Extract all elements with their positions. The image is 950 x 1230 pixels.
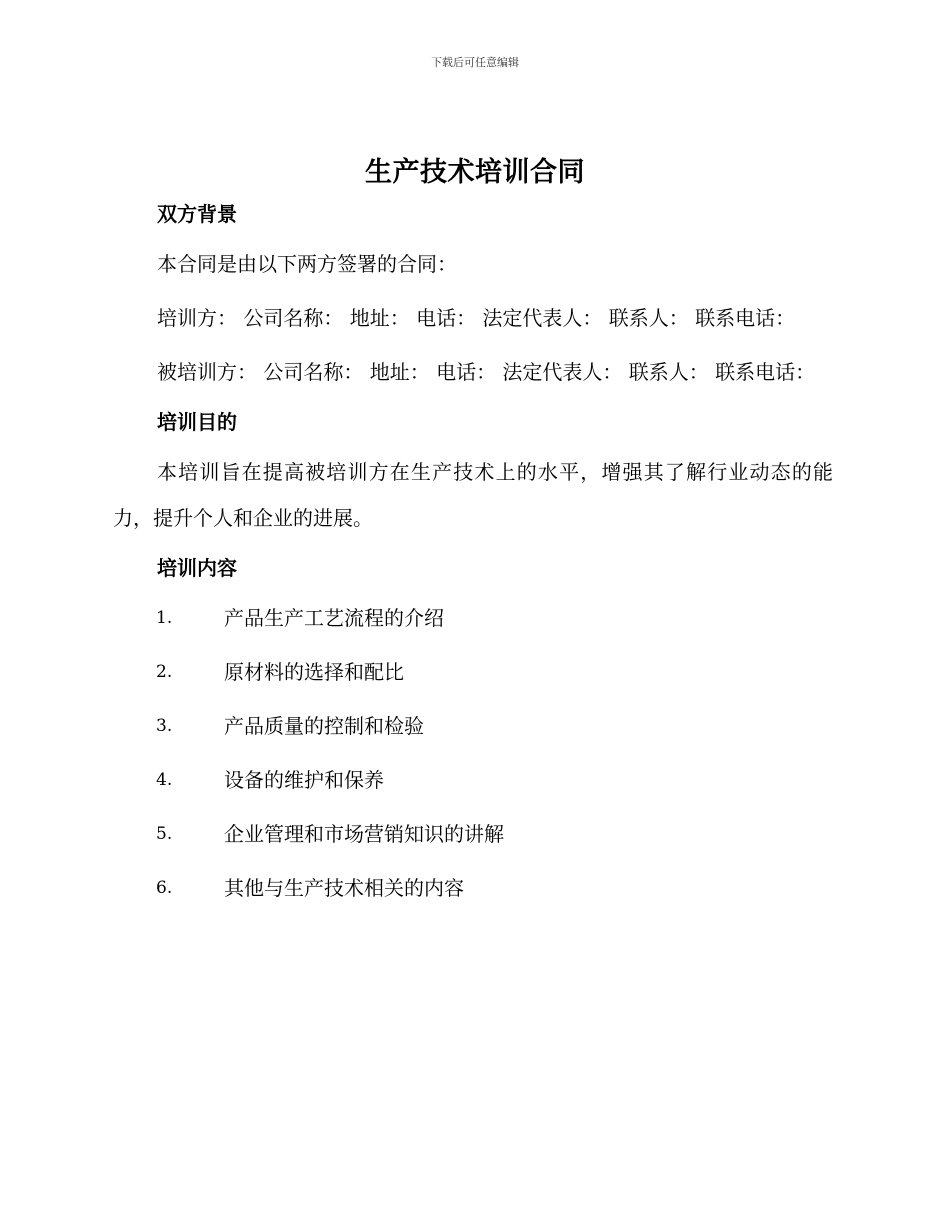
list-item bbox=[113, 595, 833, 649]
list-item-text: 产品生产工艺流程的介绍 bbox=[224, 606, 444, 630]
list-item-text: 企业管理和市场营销知识的讲解 bbox=[224, 822, 504, 846]
list-item-text: 设备的维护和保养 bbox=[224, 768, 384, 792]
paragraph-trainee: 被培训方： 公司名称： 地址： 电话： 法定代表人： 联系人： 联系电话： bbox=[157, 360, 816, 384]
document-body bbox=[113, 195, 833, 919]
list-item-text: 产品质量的控制和检验 bbox=[224, 714, 424, 738]
list-number: 2. bbox=[156, 662, 173, 682]
list-item-text: 原材料的选择和配比 bbox=[224, 660, 404, 684]
paragraph-trainer: 培训方： 公司名称： 地址： 电话： 法定代表人： 联系人： 联系电话： bbox=[157, 306, 796, 330]
section-heading-content: 培训内容 bbox=[157, 556, 237, 580]
list-number: 6. bbox=[156, 878, 173, 898]
section-heading-background: 双方背景 bbox=[157, 202, 237, 226]
content-list bbox=[113, 595, 833, 919]
list-item bbox=[113, 757, 833, 811]
list-item-text: 其他与生产技术相关的内容 bbox=[224, 876, 464, 900]
list-number: 4. bbox=[156, 770, 173, 790]
page-title: 生产技术培训合同 bbox=[365, 157, 585, 188]
list-item bbox=[113, 865, 833, 919]
list-item bbox=[113, 649, 833, 703]
list-number: 1. bbox=[156, 608, 173, 628]
list-item bbox=[113, 703, 833, 757]
section-heading-purpose: 培训目的 bbox=[157, 410, 237, 434]
list-number: 5. bbox=[156, 824, 173, 844]
paragraph-purpose: 本培训旨在提高被培训方在生产技术上的水平，增强其了解行业动态的能力，提升个人和企业的进展。 bbox=[113, 460, 833, 530]
paragraph-intro: 本合同是由以下两方签署的合同： bbox=[157, 252, 457, 276]
list-number: 3. bbox=[156, 716, 173, 736]
header-note: 下载后可任意编辑 bbox=[431, 56, 519, 69]
list-item bbox=[113, 811, 833, 865]
